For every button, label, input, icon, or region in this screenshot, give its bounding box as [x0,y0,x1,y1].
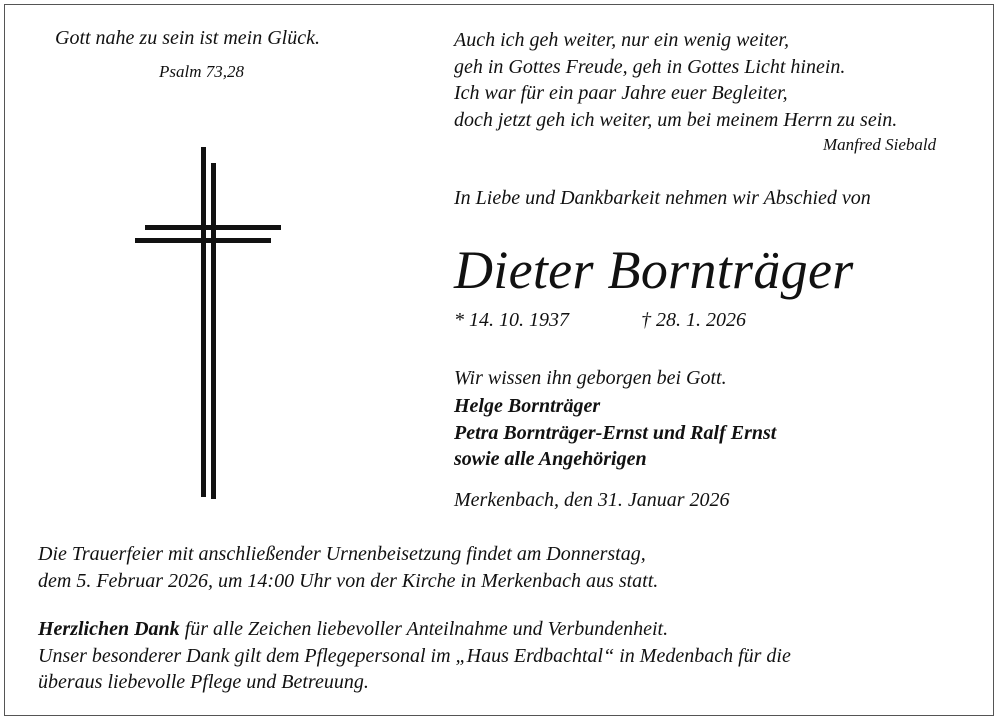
thanks-lead: Herzlichen Dank [38,618,180,640]
family-list [454,393,776,473]
bible-verse-source: Psalm 73,28 [159,62,244,81]
poem-line: Ich war für ein paar Jahre euer Begleiter, [454,82,788,104]
death-date: † 28. 1. 2026 [641,309,746,331]
obituary-notice [4,4,994,716]
faith-line: Wir wissen ihn geborgen bei Gott. [454,367,727,389]
deceased-name: Dieter Bornträger [454,240,854,300]
thanks-line: überaus liebevolle Pflege und Betreuung. [38,671,369,693]
thanks-first-line [38,616,791,643]
double-line-cross-icon [131,145,283,499]
family-member: Petra Bornträger-Ernst und Ralf Ernst [454,421,777,444]
poem [454,27,897,133]
service-info [38,541,658,594]
thanks-rest: für alle Zeichen liebevoller Anteilnahme und Verbundenheit. [179,618,669,640]
service-line: Die Trauerfeier mit anschließender Urnenbeisetzung findet am Donnerstag, [38,543,646,565]
birth-date: * 14. 10. 1937 [454,309,569,331]
service-line: dem 5. Februar 2026, um 14:00 Uhr von der Kirche in Merkenbach aus statt. [38,569,659,592]
place-date: Merkenbach, den 31. Januar 2026 [454,489,730,511]
poem-line: Auch ich geh weiter, nur ein wenig weiter, [454,29,789,51]
thanks-section [38,616,791,696]
poem-line: doch jetzt geh ich weiter, um bei meinem Herrn zu sein. [454,108,898,131]
poem-line: geh in Gottes Freude, geh in Gottes Licht hinein. [454,55,846,78]
farewell-intro: In Liebe und Dankbarkeit nehmen wir Abschied von [454,187,871,209]
poem-author: Manfred Siebald [823,135,937,154]
bible-verse: Gott nahe zu sein ist mein Glück. [55,27,320,49]
family-member: sowie alle Angehörigen [454,448,647,470]
thanks-line: Unser besonderer Dank gilt dem Pflegepersonal im „Haus Erdbachtal“ in Medenbach für die [38,644,791,667]
family-member: Helge Bornträger [454,395,601,417]
